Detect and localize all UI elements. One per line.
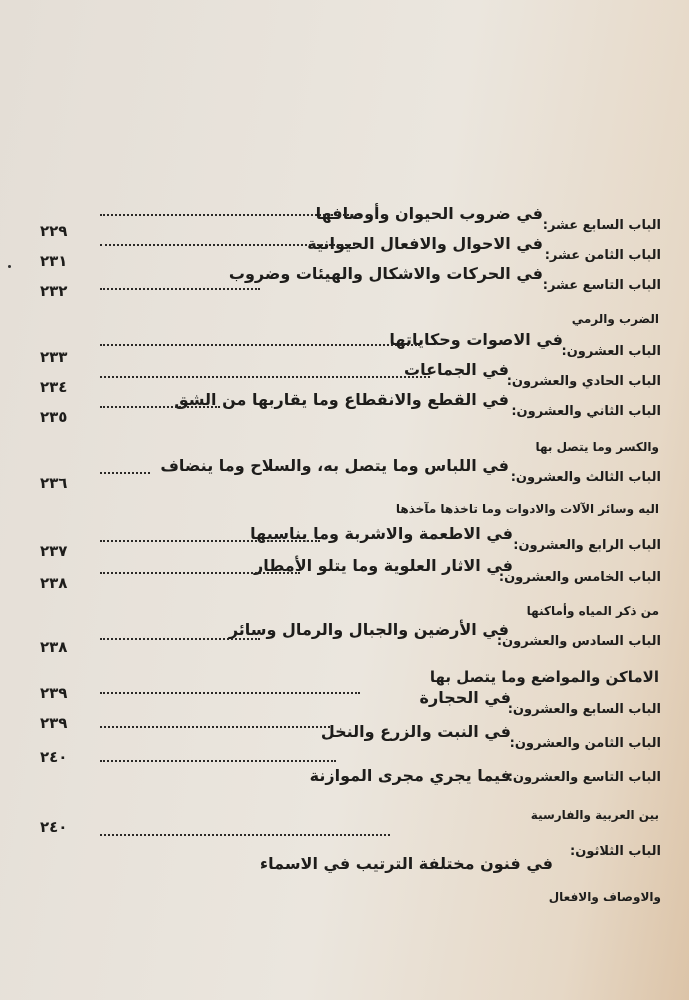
toc-entry	[40, 264, 661, 302]
entry-page-number: ٢٣٤	[40, 378, 68, 396]
entry-title: في الجماعات	[403, 360, 509, 379]
entry-page-number: ٢٣٦	[40, 474, 68, 492]
dot-leader	[100, 344, 420, 346]
entry-title: في النبت والزرع والنخل	[320, 722, 511, 741]
entry-chapter-label: الباب الرابع والعشرون:	[513, 538, 661, 553]
entry-chapter-label: الباب الخامس والعشرون:	[498, 570, 661, 585]
entry-chapter-label: الباب التاسع والعشرون:	[507, 770, 661, 785]
entry-continuation: اليه وسائر الآلات والادوات وما تاخذها مآخذها	[395, 502, 659, 516]
entry-page-number: ٢٣٣	[40, 348, 68, 366]
entry-page-number: ٢٣٥	[40, 408, 68, 426]
entry-page-number: ٢٣٩	[40, 714, 68, 732]
toc-entry	[40, 620, 661, 658]
entry-title: في الحركات والاشكال والهيئات وضروب	[228, 264, 543, 283]
entry-page-number: ٢٣١	[40, 252, 68, 270]
entry-chapter-label: الباب الثلاثون:	[570, 844, 661, 859]
entry-title: في الحجارة	[419, 688, 511, 707]
entry-chapter-label: الباب السابع عشر:	[542, 218, 661, 233]
entry-page-number: ٢٤٠	[40, 818, 68, 836]
toc-entry	[40, 556, 661, 594]
entry-continuation: والاوصاف والافعال	[548, 890, 661, 904]
entry-continuation: والكسر وما يتصل بها	[535, 440, 659, 454]
margin-speck	[8, 265, 11, 268]
entry-chapter-label: الباب الثالث والعشرون:	[510, 470, 661, 485]
entry-page-number: ٢٣٨	[40, 638, 68, 656]
entry-continuation: الضرب والرمي	[571, 312, 659, 326]
entry-page-number: ٢٣٢	[40, 282, 68, 300]
dot-leader	[100, 540, 320, 542]
entry-chapter-label: الباب الحادي والعشرون:	[506, 374, 661, 389]
entry-chapter-label: الباب السابع والعشرون:	[507, 702, 661, 717]
dot-leader	[100, 214, 360, 216]
entry-title: في الاثار العلوية وما يتلو الأمطار	[253, 556, 513, 575]
toc-entry	[40, 330, 661, 368]
entry-title: في الاحوال والافعال الحيوانية	[307, 234, 543, 253]
toc-entry	[40, 456, 661, 494]
entry-title: في فنون مختلفة الترتيب في الاسماء	[259, 854, 553, 873]
toc-entry	[40, 390, 661, 428]
entry-continuation: من ذكر المياه وأماكنها	[526, 604, 659, 618]
entry-title: في الاصوات وحكاياتها	[389, 330, 563, 349]
dot-leader	[100, 726, 330, 728]
entry-page-number: ٢٣٧	[40, 542, 68, 560]
dot-leader	[100, 288, 260, 290]
dot-leader	[100, 572, 300, 574]
entry-page-number: ٢٤٠	[40, 748, 68, 766]
entry-title: في الاطعمة والاشربة وما يناسبها	[250, 524, 513, 543]
toc-entry	[40, 818, 661, 873]
dot-leader	[100, 638, 260, 640]
toc-entry	[40, 714, 661, 760]
entry-chapter-label: الباب التاسع عشر:	[542, 278, 661, 293]
entry-chapter-label: الباب الثاني والعشرون:	[511, 404, 661, 419]
entry-continuation: الاماكن والمواضع وما يتصل بها	[429, 668, 659, 686]
dot-leader	[100, 834, 390, 836]
entry-title: في اللباس وما يتصل به، والسلاح وما ينضاف	[160, 456, 509, 475]
toc-entry	[40, 684, 661, 726]
entry-page-number: ٢٣٨	[40, 574, 68, 592]
dot-leader	[100, 472, 150, 474]
entry-title: فيما يجري مجرى الموازنة	[309, 766, 511, 785]
entry-page-number: ٢٣٩	[40, 684, 68, 702]
dot-leader	[100, 376, 430, 378]
entry-chapter-label: الباب الثامن والعشرون:	[509, 736, 661, 751]
entry-title: في الأرضين والجبال والرمال وسائر	[228, 620, 509, 639]
dot-leader	[100, 406, 220, 408]
entry-chapter-label: الباب السادس والعشرون:	[496, 634, 661, 649]
dot-leader	[100, 244, 355, 246]
entry-chapter-label: الباب الثامن عشر:	[544, 248, 661, 263]
entry-chapter-label: الباب العشرون:	[561, 344, 661, 359]
toc-entry	[40, 748, 661, 794]
entry-title: في القطع والانقطاع وما يقاربها من الشق	[174, 390, 509, 409]
entry-continuation: بين العربية والفارسية	[530, 808, 659, 822]
dot-leader	[100, 760, 336, 762]
dot-leader	[100, 692, 360, 694]
entry-title: في ضروب الحيوان وأوصافها	[315, 204, 543, 223]
entry-page-number: ٢٢٩	[40, 222, 68, 240]
